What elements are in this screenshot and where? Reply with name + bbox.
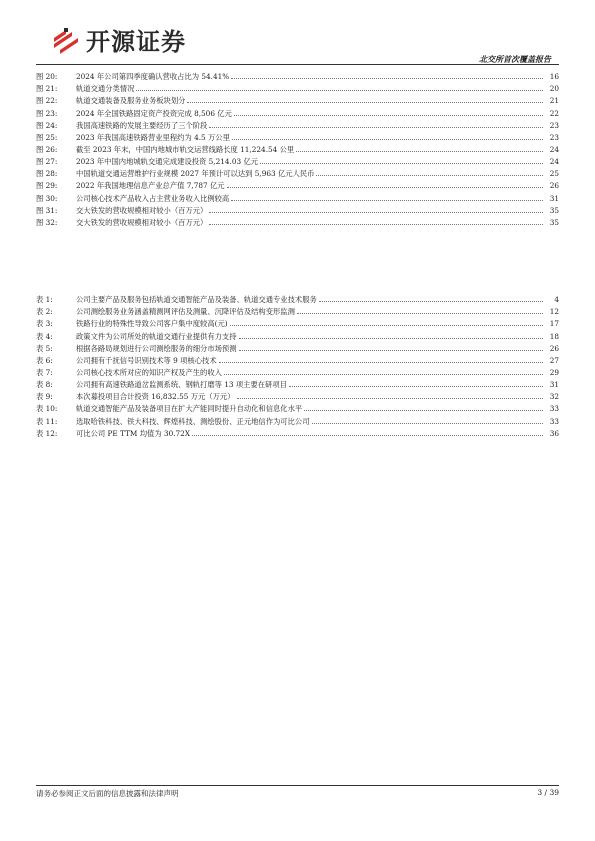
entry-title: 公司拥有高速铁路道岔监测系统、钢轨打磨等 13 项主要在研项目 (76, 380, 287, 390)
entry-page-number: 32 (549, 392, 559, 402)
header-divider (36, 64, 559, 65)
entry-number: 图 31: (36, 205, 58, 215)
entry-number: 图 20: (36, 72, 58, 82)
entry-number: 图 26: (36, 144, 58, 154)
entry-number: 图 29: (36, 181, 58, 191)
entry-number: 表 5: (36, 343, 53, 353)
entry-title: 中国轨道交通运营维护行业规模 2027 年预计可以达到 5,963 亿元人民币 (76, 169, 315, 179)
footer-disclaimer: 请务必参阅正文后面的信息披露和法律声明 (36, 789, 179, 798)
table-index-entry[interactable] (36, 402, 559, 414)
entry-title: 公司测绘服务业务涵盖精测网评估及测量、沉降评估及结构变形监测 (76, 307, 295, 317)
dot-leader (296, 150, 543, 152)
footer-divider (36, 785, 559, 786)
dot-leader (231, 77, 543, 79)
figure-index-entry[interactable] (36, 216, 559, 228)
entry-page-number: 25 (549, 169, 559, 179)
entry-number: 表 7: (36, 367, 53, 377)
entry-page-number: 33 (549, 404, 559, 414)
entry-number: 表 2: (36, 307, 53, 317)
table-index-entry[interactable] (36, 390, 559, 402)
entry-page-number: 27 (549, 355, 559, 365)
entry-page-number: 17 (549, 319, 559, 329)
entry-page-number: 31 (549, 380, 559, 390)
entry-number: 表 6: (36, 355, 53, 365)
entry-title: 2024 年公司第四季度确认营收占比为 54.41% (76, 72, 230, 82)
entry-page-number: 31 (549, 193, 559, 203)
entry-number: 图 23: (36, 108, 58, 118)
dot-leader (239, 337, 543, 339)
entry-title: 轨道交通装备及服务业务板块划分 (76, 96, 186, 106)
entry-number: 表 4: (36, 331, 53, 341)
table-index-entry[interactable] (36, 293, 559, 305)
entry-title: 2023 年我国高速铁路营业里程约为 4.5 万公里 (76, 132, 230, 142)
entry-page-number: 26 (549, 343, 559, 353)
dot-leader (312, 422, 544, 424)
table-index-entry[interactable] (36, 317, 559, 329)
entry-title: 轨道交通智能产品及装备项目在扩大产能同时提升自动化和信息化水平 (76, 404, 303, 414)
entry-page-number: 35 (549, 205, 559, 215)
entry-number: 图 22: (36, 96, 58, 106)
entry-title: 公司拥有千抚信号识别技术等 9 项核心技术 (76, 355, 217, 365)
entry-title: 可比公司 PE TTM 均值为 30.72X (76, 428, 191, 438)
figure-index-entry[interactable] (36, 70, 559, 82)
entry-title: 选取哈铁科技、铁大科技、辉煌科技、测绘股份、正元地信作为可比公司 (76, 416, 310, 426)
dot-leader (304, 409, 543, 411)
entry-page-number: 29 (549, 367, 559, 377)
figure-index-entry[interactable] (36, 82, 559, 94)
entry-title: 交大铁发的营收规模相对较小（百万元） (76, 205, 208, 215)
dot-leader (289, 385, 543, 387)
logo-text: 开源证券 (86, 28, 186, 56)
table-index-entry[interactable] (36, 305, 559, 317)
figure-index-entry[interactable] (36, 204, 559, 216)
entry-page-number: 24 (549, 144, 559, 154)
figure-index-entry[interactable] (36, 179, 559, 191)
table-index-entry[interactable] (36, 329, 559, 341)
dot-leader (232, 138, 543, 140)
figure-index-entry[interactable] (36, 94, 559, 106)
entry-page-number: 26 (549, 181, 559, 191)
entry-title: 铁路行业的特殊性导致公司客户集中度较高(元) (76, 319, 228, 329)
entry-number: 图 30: (36, 193, 58, 203)
entry-title: 本次募投项目合计投资 16,832.55 万元（万元） (76, 392, 235, 402)
dot-leader (136, 89, 543, 91)
entry-number: 图 24: (36, 120, 58, 130)
entry-page-number: 4 (554, 295, 559, 305)
entry-title: 政策文件为公司所处的轨道交通行业提供有力支持 (76, 331, 237, 341)
entry-page-number: 33 (549, 416, 559, 426)
dot-leader (234, 114, 543, 116)
entry-page-number: 22 (549, 108, 559, 118)
entry-title: 公司核心技术所对应的知识产权及产生的收入 (76, 367, 222, 377)
figure-index-entry[interactable] (36, 131, 559, 143)
logo-mark-icon (52, 26, 80, 54)
entry-number: 图 21: (36, 84, 58, 94)
dot-leader (209, 223, 543, 225)
entry-number: 表 1: (36, 295, 53, 305)
table-index-entry[interactable] (36, 366, 559, 378)
entry-number: 图 27: (36, 157, 58, 167)
entry-page-number: 36 (549, 428, 559, 438)
figure-index-entry[interactable] (36, 191, 559, 203)
entry-page-number: 18 (549, 331, 559, 341)
dot-leader (231, 199, 543, 201)
dot-leader (209, 211, 543, 213)
entry-title: 公司核心技术产品收入占主营业务收入比例较高 (76, 193, 230, 203)
entry-title: 我国高速铁路的发展主要经历了三个阶段 (76, 120, 208, 130)
page-number: 3 / 39 (537, 788, 559, 797)
report-type-tag: 北交所首次覆盖报告 (479, 54, 551, 64)
dot-leader (227, 186, 543, 188)
entry-title: 轨道交通分类情况 (76, 84, 135, 94)
dot-leader (192, 434, 543, 436)
entry-title: 公司主要产品及服务包括轨道交通智能产品及装备、轨道交通专业技术服务 (76, 295, 317, 305)
entry-page-number: 21 (549, 96, 559, 106)
figure-index-entry[interactable] (36, 143, 559, 155)
entry-number: 表 12: (36, 428, 58, 438)
dot-leader (297, 312, 543, 314)
entry-number: 表 11: (36, 416, 58, 426)
entry-page-number: 20 (549, 84, 559, 94)
entry-page-number: 24 (549, 157, 559, 167)
entry-number: 图 32: (36, 217, 58, 227)
dot-leader (239, 349, 543, 351)
entry-page-number: 23 (549, 132, 559, 142)
table-index-entry[interactable] (36, 378, 559, 390)
entry-page-number: 12 (549, 307, 559, 317)
dot-leader (224, 373, 543, 375)
entry-title: 2023 年中国内地城轨交通完成建设投资 5,214.03 亿元 (76, 157, 259, 167)
dot-leader (230, 324, 543, 326)
figure-index-entry[interactable] (36, 106, 559, 118)
table-index-entry[interactable] (36, 414, 559, 426)
table-index-entry[interactable] (36, 354, 559, 366)
entry-title: 2022 年我国地理信息产业总产值 7,787 亿元 (76, 181, 225, 191)
table-index-entry[interactable] (36, 427, 559, 439)
table-index-list (36, 293, 559, 439)
entry-title: 2024 年全国铁路固定资产投资完成 8,506 亿元 (76, 108, 232, 118)
entry-number: 表 9: (36, 392, 53, 402)
entry-page-number: 23 (549, 120, 559, 130)
dot-leader (260, 162, 543, 164)
dot-leader (237, 397, 543, 399)
figure-index-entry[interactable] (36, 167, 559, 179)
dot-leader (316, 174, 543, 176)
figure-index-entry[interactable] (36, 119, 559, 131)
table-index-entry[interactable] (36, 342, 559, 354)
dot-leader (209, 126, 543, 128)
entry-number: 表 8: (36, 380, 53, 390)
entry-number: 图 25: (36, 132, 58, 142)
dot-leader (219, 361, 543, 363)
entry-number: 表 10: (36, 404, 58, 414)
figure-index-entry[interactable] (36, 155, 559, 167)
entry-page-number: 35 (549, 217, 559, 227)
dot-leader (187, 101, 543, 103)
entry-title: 根据各路局规划进行公司测绘服务的细分市场预测 (76, 343, 237, 353)
entry-title: 交大铁发的营收规模相对较小（百万元） (76, 217, 208, 227)
entry-number: 图 28: (36, 169, 58, 179)
logo (52, 22, 186, 57)
entry-number: 表 3: (36, 319, 53, 329)
entry-title: 截至 2023 年末，中国内地城市轨交运营线路长度 11,224.54 公里 (76, 144, 295, 154)
entry-page-number: 16 (549, 72, 559, 82)
figure-index-list (36, 70, 559, 228)
dot-leader (319, 300, 543, 302)
